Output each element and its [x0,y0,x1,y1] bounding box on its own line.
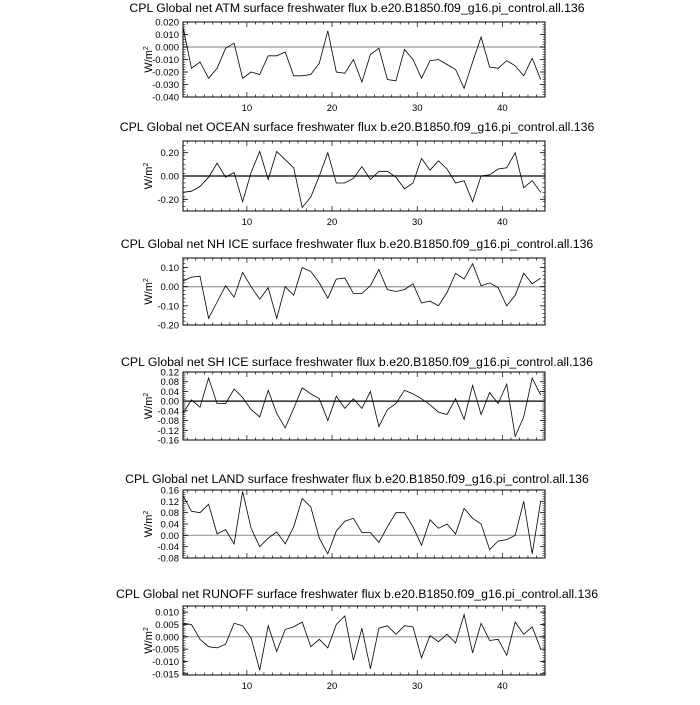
x-tick-label: 20 [327,103,338,114]
y-tick-label: 0.00 [161,172,180,183]
y-tick-label: -0.04 [157,542,179,553]
panel-5 [116,587,598,692]
y-tick-label: 0.04 [161,520,180,531]
x-tick-label: 10 [242,217,253,228]
x-tick-label: 30 [412,217,423,228]
y-axis-label-text: W/m [143,515,155,538]
y-tick-label: 0.04 [161,387,180,398]
y-tick-label: 0.00 [161,531,180,542]
y-tick-label: 0.020 [155,18,179,29]
y-axis-label-superscript: 2 [143,511,150,515]
y-tick-label: 0.08 [161,508,180,519]
y-tick-label: -0.020 [152,68,179,79]
y-tick-label: 0.08 [161,377,180,388]
y-tick-label: -0.015 [152,669,179,680]
y-axis-label-superscript: 2 [143,278,150,282]
y-tick-label: 0.20 [161,148,180,159]
y-tick-label: 0.000 [155,632,179,643]
x-tick-label: 30 [412,681,423,692]
x-tick-label: 30 [412,103,423,114]
y-axis-label-superscript: 2 [143,393,150,397]
y-tick-label: 0.12 [161,368,180,379]
plot-frame [183,372,545,440]
panel-title: CPL Global net ATM surface freshwater flux b.e20.B1850.f09_g16.pi_control.all.136 [129,1,584,15]
panel-title: CPL Global net SH ICE surface freshwater flux b.e20.B1850.f09_g16.pi_control.all.136 [121,355,593,369]
y-tick-label: 0.10 [161,263,180,274]
series-line [183,615,541,671]
y-tick-label: 0.00 [161,397,180,408]
panel-title: CPL Global net NH ICE surface freshwater flux b.e20.B1850.f09_g16.pi_control.all.136 [121,237,594,251]
panel-1 [120,120,595,228]
y-axis-label-text: W/m [143,50,155,73]
series-line [183,152,541,208]
y-tick-label: 0.00 [161,282,180,293]
x-tick-label: 20 [327,681,338,692]
y-axis-label-text: W/m [143,397,155,420]
y-tick-label: -0.08 [157,416,179,427]
y-tick-label: -0.10 [157,301,179,312]
y-axis-label [143,278,155,305]
y-tick-label: 0.010 [155,30,179,41]
y-axis-label [143,511,155,538]
panel-3 [121,355,593,447]
y-tick-label: -0.040 [152,93,179,104]
panel-2 [121,237,594,332]
y-axis-label-text: W/m [143,631,155,654]
x-tick-label: 10 [242,681,253,692]
panel-title: CPL Global net RUNOFF surface freshwater flux b.e20.B1850.f09_g16.pi_control.all.136 [116,587,598,601]
y-tick-label: -0.12 [157,426,179,437]
y-tick-label: 0.16 [161,486,180,497]
y-tick-label: -0.08 [157,554,179,565]
series-line [183,378,541,436]
series-line [183,264,541,319]
series-line [183,27,541,88]
y-axis-label-superscript: 2 [143,627,150,631]
y-tick-label: -0.16 [157,436,179,447]
y-tick-label: 0.005 [155,620,179,631]
y-tick-label: -0.20 [157,321,179,332]
y-axis-label-superscript: 2 [143,46,150,50]
y-axis-label [143,163,155,190]
y-axis-label-text: W/m [143,167,155,190]
x-tick-label: 20 [327,217,338,228]
y-tick-label: -0.20 [157,195,179,206]
panel-title: CPL Global net LAND surface freshwater flux b.e20.B1850.f09_g16.pi_control.all.136 [125,472,589,486]
y-tick-label: -0.010 [152,657,179,668]
panel-title: CPL Global net OCEAN surface freshwater flux b.e20.B1850.f09_g16.pi_control.all.136 [120,120,595,134]
y-tick-label: -0.04 [157,406,179,417]
y-tick-label: 0.000 [155,43,179,54]
y-tick-label: 0.12 [161,497,180,508]
y-axis-label [143,393,155,420]
x-tick-label: 40 [497,103,508,114]
panel-4 [125,472,589,565]
x-tick-label: 40 [497,217,508,228]
y-axis-label-text: W/m [143,282,155,305]
y-tick-label: -0.030 [152,80,179,91]
y-tick-label: -0.010 [152,55,179,66]
series-line [183,491,541,553]
y-axis-label-superscript: 2 [143,163,150,167]
y-tick-label: 0.010 [155,608,179,619]
panel-0 [129,1,584,114]
y-tick-label: -0.005 [152,645,179,656]
plot-frame [183,22,545,97]
x-tick-label: 40 [497,681,508,692]
x-tick-label: 10 [242,103,253,114]
